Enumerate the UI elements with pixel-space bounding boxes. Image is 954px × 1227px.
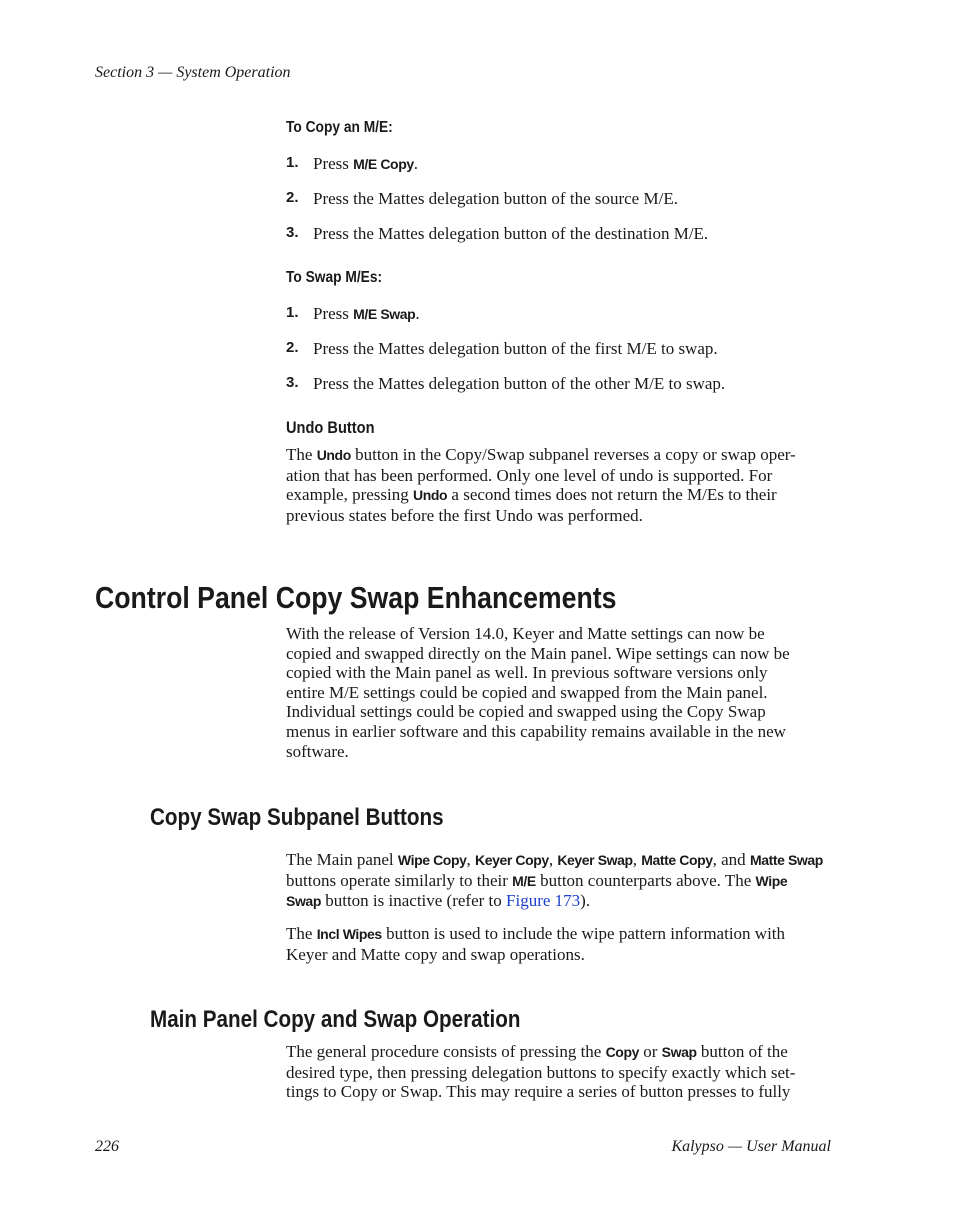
keyer-swap-button-ref: Keyer Swap: [557, 852, 633, 868]
text: ,: [548, 850, 558, 869]
text-line: With the release of Version 14.0, Keyer and Matte settings can now be: [286, 624, 765, 643]
incl-wipes-button-ref: Incl Wipes: [316, 926, 382, 942]
text: button in the Copy/Swap subpanel reverses a copy or swap oper-: [350, 445, 796, 464]
step-number: 2.: [286, 339, 299, 356]
swap-procedure-heading: To Swap M/Es:: [286, 269, 383, 286]
step-text: Press the Mattes delegation button of the source M/E.: [313, 189, 678, 208]
undo-button-ref: Undo: [316, 447, 351, 463]
wipe-copy-button-ref: Wipe Copy: [397, 852, 467, 868]
text-line: previous states before the first Undo was performed.: [286, 505, 643, 525]
text: button is used to include the wipe pattern information with: [381, 924, 786, 943]
undo-heading: Undo Button: [286, 418, 375, 437]
wipe-button-ref: Wipe: [755, 872, 788, 889]
step-text: Press: [313, 154, 354, 173]
page-number: 226: [95, 1138, 119, 1155]
me-button-ref: M/E: [512, 872, 536, 889]
step-text: Press the Mattes delegation button of the first M/E to swap.: [313, 339, 718, 358]
text: example, pressing: [286, 485, 413, 505]
undo-button-ref: Undo: [413, 487, 448, 504]
running-head: Section 3 — System Operation: [95, 64, 291, 81]
step-text: Press: [313, 304, 354, 323]
text-line: menus in earlier software and this capability remains available in the new: [286, 721, 786, 741]
subpanel-paragraph-1: [286, 850, 834, 912]
step-text-end: .: [415, 304, 420, 323]
step-text: Press the Mattes delegation button of the other M/E to swap.: [313, 374, 726, 393]
enhancements-paragraph: [286, 624, 834, 761]
copy-button-ref: Copy: [605, 1044, 639, 1060]
text: , and: [712, 850, 750, 869]
text: The Main panel: [286, 850, 398, 869]
text-line: copied with the Main panel as well. In previous software versions only: [286, 663, 768, 683]
text: The: [286, 445, 317, 464]
figure-173-link[interactable]: Figure 173: [506, 891, 581, 911]
text-line: ation that has been performed. Only one level of undo is supported. For: [286, 465, 773, 485]
text: ).: [580, 891, 591, 911]
text-line: Keyer and Matte copy and swap operations.: [286, 944, 585, 964]
step-number: 1.: [286, 304, 299, 321]
main-panel-paragraph: [286, 1042, 834, 1102]
step-number: 3.: [286, 224, 299, 241]
text: The: [286, 924, 317, 943]
step-number: 3.: [286, 374, 299, 391]
text-line: desired type, then pressing delegation buttons to specify exactly which set-: [286, 1062, 796, 1082]
text: The general procedure consists of pressing the: [286, 1042, 606, 1061]
text-line: tings to Copy or Swap. This may require a series of button presses to fully: [286, 1082, 791, 1102]
matte-swap-button-ref: Matte Swap: [749, 852, 823, 868]
text-line: copied and swapped directly on the Main panel. Wipe settings can now be: [286, 643, 790, 663]
step-text-end: .: [413, 154, 418, 173]
undo-paragraph: [286, 445, 834, 525]
text: or: [639, 1042, 662, 1061]
text-line: software.: [286, 741, 349, 761]
matte-copy-button-ref: Matte Copy: [641, 852, 713, 868]
subpanel-paragraph-2: [286, 924, 834, 964]
step-number: 2.: [286, 189, 299, 206]
copy-procedure-heading: To Copy an M/E:: [286, 119, 393, 136]
step-text: Press the Mattes delegation button of the destination M/E.: [313, 224, 709, 243]
text: ,: [632, 850, 642, 869]
text-line: entire M/E settings could be copied and swapped from the Main panel.: [286, 682, 768, 702]
me-copy-button-ref: M/E Copy: [353, 156, 414, 172]
section-heading: Control Panel Copy Swap Enhancements: [95, 580, 617, 615]
swap-button-ref: Swap: [286, 893, 321, 910]
subsection-heading: Main Panel Copy and Swap Operation: [150, 1006, 521, 1033]
manual-title: Kalypso — User Manual: [671, 1138, 831, 1155]
text: button counterparts above. The: [535, 870, 756, 890]
text: button of the: [696, 1042, 788, 1061]
text: ,: [466, 850, 475, 869]
text: buttons operate similarly to their: [286, 870, 513, 890]
text: a second times does not return the M/Es to their: [447, 485, 777, 505]
text-line: Individual settings could be copied and swapped using the Copy Swap: [286, 702, 766, 722]
swap-button-ref: Swap: [661, 1044, 697, 1060]
keyer-copy-button-ref: Keyer Copy: [475, 852, 549, 868]
me-swap-button-ref: M/E Swap: [353, 306, 416, 322]
step-number: 1.: [286, 154, 299, 171]
subsection-heading: Copy Swap Subpanel Buttons: [150, 804, 444, 831]
text: button is inactive (refer to: [320, 891, 507, 911]
